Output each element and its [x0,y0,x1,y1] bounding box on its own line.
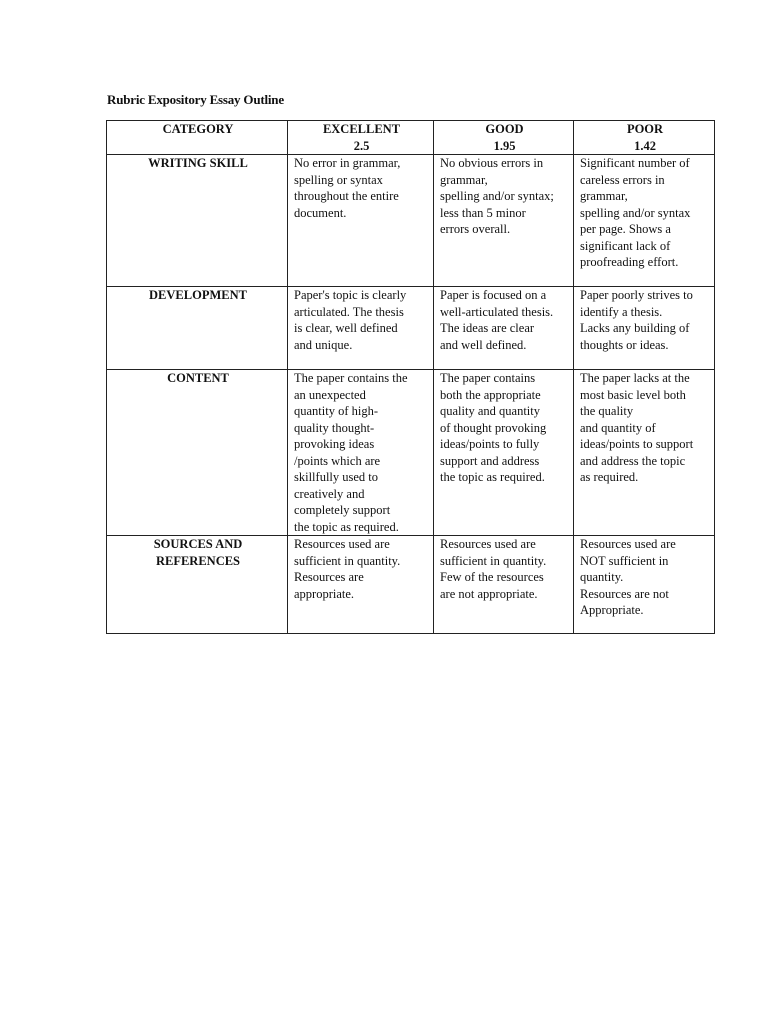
category-cell: CONTENT [107,370,288,536]
excellent-cell: Resources used are sufficient in quantity. Resources are appropriate. [288,536,434,634]
excellent-cell: No error in grammar, spelling or syntax throughout the entire document. [288,155,434,287]
category-cell: WRITING SKILL [107,155,288,287]
column-label: GOOD [485,122,524,136]
poor-cell: Paper poorly strives to identify a thesis. Lacks any building of thoughts or ideas. [574,287,715,370]
table-row [107,370,715,536]
excellent-cell: The paper contains the an unexpected quantity of high- quality thought- provoking ideas /points which are skillfully used to creatively and completely support the topic as required. [288,370,434,536]
column-label: CATEGORY [162,122,234,136]
poor-cell: Resources used are NOT sufficient in quantity. Resources are not Appropriate. [574,536,715,634]
column-header-good [434,121,574,155]
rubric-table [106,120,715,634]
table-row [107,155,715,287]
good-cell: No obvious errors in grammar, spelling and/or syntax; less than 5 minor errors overall. [434,155,574,287]
column-label: EXCELLENT [322,122,401,136]
header-row [107,121,715,155]
excellent-cell: Paper's topic is clearly articulated. The thesis is clear, well defined and unique. [288,287,434,370]
column-header-poor [574,121,715,155]
poor-cell: The paper lacks at the most basic level both the quality and quantity of ideas/points to support and address the topic as required. [574,370,715,536]
column-header-category [107,121,288,155]
table-row [107,536,715,634]
column-score: 2.5 [353,138,370,153]
good-cell: Paper is focused on a well-articulated thesis. The ideas are clear and well defined. [434,287,574,370]
column-score: 1.95 [493,138,516,153]
column-score: 1.42 [634,138,656,153]
column-label: POOR [626,122,664,136]
table-row [107,287,715,370]
category-cell: DEVELOPMENT [107,287,288,370]
good-cell: The paper contains both the appropriate quality and quantity of thought provoking ideas/points to fully support and address the topic as required. [434,370,574,536]
category-cell: SOURCES AND REFERENCES [107,536,288,634]
column-header-excellent [288,121,434,155]
document-title: Rubric Expository Essay Outline [107,92,284,107]
good-cell: Resources used are sufficient in quantity. Few of the resources are not appropriate. [434,536,574,634]
poor-cell: Significant number of careless errors in grammar, spelling and/or syntax per page. Shows a significant lack of proofreading effort. [574,155,715,287]
